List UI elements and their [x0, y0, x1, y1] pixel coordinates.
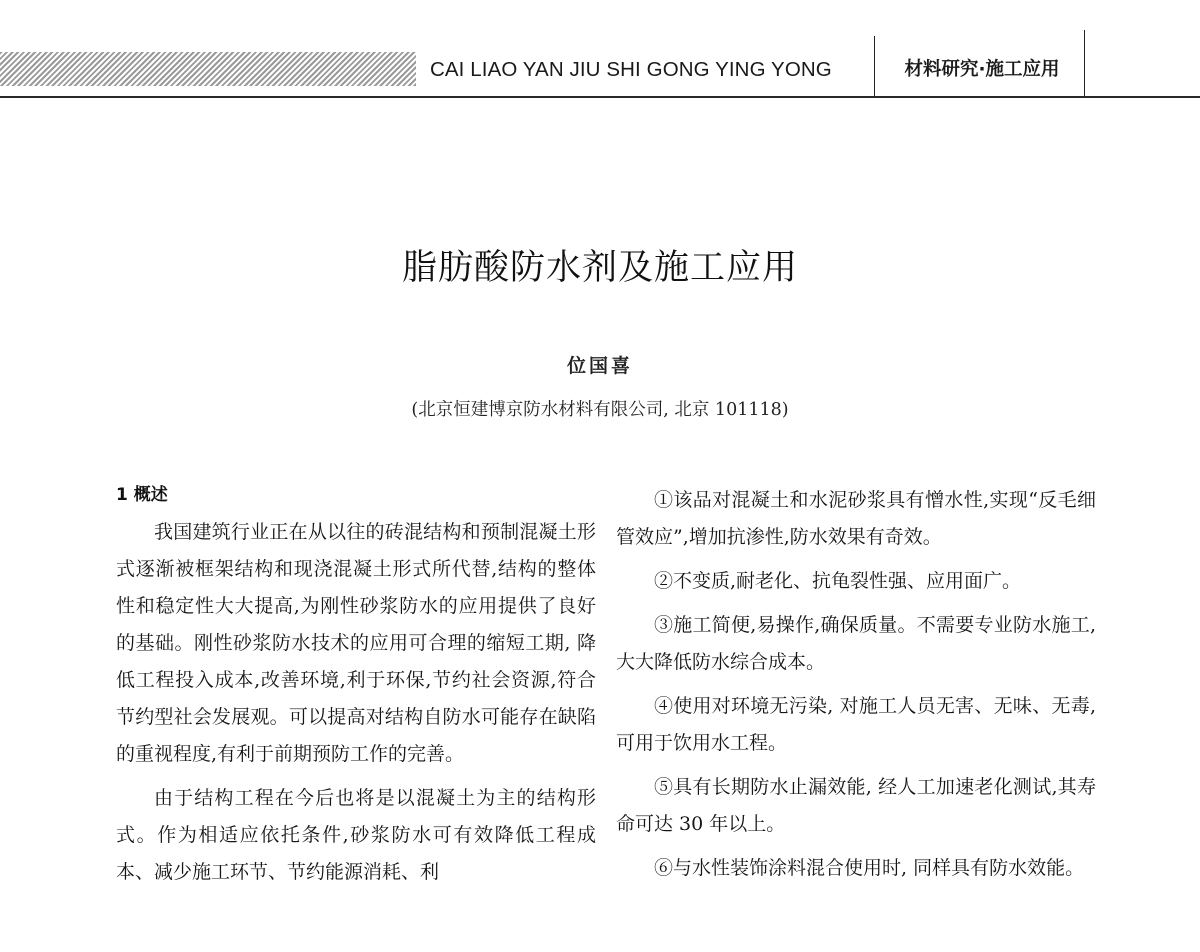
header-divider-right	[1084, 30, 1085, 96]
feature-item: ⑥与水性装饰涂料混合使用时, 同样具有防水效能。	[654, 857, 1085, 879]
body-paragraph: 我国建筑行业正在从以往的砖混结构和预制混凝土形式逐渐被框架结构和现浇混凝土形式所代替,结构的整体性和稳定性大大提高,为刚性砂浆防水的应用提供了良好的基础。刚性砂浆防水技术的应用可合理的缩短工期, 降低工程投入成本,改善环境,利于环保,节约社会资源,符合节约型社会发展观。可以提高对结构自防水可能存在缺陷的重视程度,有利于前期预防工作的完善。	[116, 521, 596, 765]
article-title: 脂肪酸防水剂及施工应用	[401, 248, 798, 288]
feature-item: ③施工简便,易操作,确保质量。不需要专业防水施工,大大降低防水综合成本。	[616, 614, 1096, 673]
running-title-chinese: 材料研究·施工应用	[904, 59, 1060, 80]
feature-item: ⑤具有长期防水止漏效能, 经人工加速老化测试,其寿命可达 30 年以上。	[616, 776, 1096, 835]
header-rule	[0, 96, 1200, 98]
feature-item: ①该品对混凝土和水泥砂浆具有憎水性,实现“反毛细管效应”,增加抗渗性,防水效果有奇效。	[616, 489, 1096, 548]
running-title-english: CAI LIAO YAN JIU SHI GONG YING YONG	[430, 58, 832, 81]
article-author: 位国喜	[566, 355, 633, 377]
article-affiliation: (北京恒建博京防水材料有限公司, 北京 101118)	[411, 400, 789, 420]
left-column	[116, 482, 596, 891]
right-column	[616, 482, 1096, 887]
body-paragraph: 由于结构工程在今后也将是以混凝土为主的结构形式。作为相适应依托条件,砂浆防水可有效降低工程成本、减少施工环节、节约能源消耗、利	[116, 787, 596, 883]
feature-item: ④使用对环境无污染, 对施工人员无害、无味、无毒,可用于饮用水工程。	[616, 695, 1096, 754]
header-divider-left	[874, 36, 875, 96]
section-heading-overview: 1 概述	[116, 485, 168, 505]
header-hatch-decoration	[0, 52, 416, 86]
feature-item: ②不变质,耐老化、抗龟裂性强、应用面广。	[654, 570, 1022, 592]
